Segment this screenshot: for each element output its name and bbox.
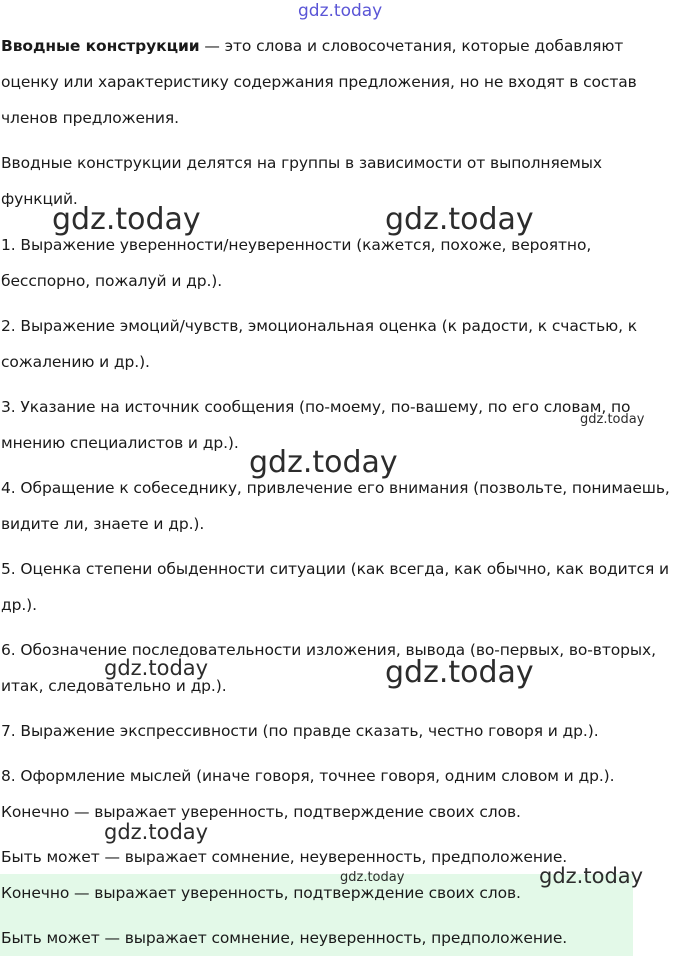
definition-paragraph [1, 28, 678, 136]
group-item-8: 8. Оформление мыслей (иначе говоря, точнее говоря, одним словом и др.). [1, 767, 615, 785]
group-item-5: 5. Оценка степени обыденности ситуации (как всегда, как обычно, как водится и др.). [1, 560, 669, 614]
group-item-2: 2. Выражение эмоций/чувств, эмоциональная оценка (к радости, к счастью, к сожалению и др.). [1, 317, 638, 371]
watermark: gdz.today [385, 202, 534, 237]
answer-line-2: Быть может — выражает сомнение, неуверенность, предположение. [1, 929, 568, 947]
group-item-1: 1. Выражение уверенности/неуверенности (кажется, похоже, вероятно, бесспорно, пожалуй и др.). [1, 236, 592, 290]
group-item-4: 4. Обращение к собеседнику, привлечение его внимания (позвольте, понимаешь, видите ли, знаете и др.). [1, 479, 670, 533]
watermark: gdz.today [52, 202, 201, 237]
watermark: gdz.today [340, 870, 405, 885]
example-line-2: Быть может — выражает сомнение, неуверенность, предположение. [1, 848, 568, 866]
definition-text: — это слова и словосочетания, которые добавляют оценку или характеристику содержания предложения, но не входят в состав членов предложения. [1, 37, 637, 127]
definition-term: Вводные конструкции [1, 37, 200, 55]
groups-intro: Вводные конструкции делятся на группы в зависимости от выполняемых функций. [1, 154, 602, 208]
group-item-7: 7. Выражение экспрессивности (по правде сказать, честно говоря и др.). [1, 722, 599, 740]
watermark: gdz.today [104, 820, 209, 844]
answer-line-1: Конечно — выражает уверенность, подтверждение своих слов. [1, 884, 521, 902]
watermark: gdz.today [104, 656, 209, 680]
watermark: gdz.today [580, 412, 645, 427]
example-line-1: Конечно — выражает уверенность, подтверждение своих слов. [1, 803, 521, 821]
group-item-3: 3. Указание на источник сообщения (по-моему, по-вашему, по его словам, по мнению специалистов и др.). [1, 398, 631, 452]
watermark: gdz.today [539, 864, 644, 888]
watermark: gdz.today [249, 445, 398, 480]
watermark: gdz.today [385, 655, 534, 690]
watermark-top: gdz.today [298, 1, 383, 21]
group-item-6: 6. Обозначение последовательности изложения, вывода (во-первых, во-вторых, итак, следовательно и др.). [1, 641, 656, 695]
